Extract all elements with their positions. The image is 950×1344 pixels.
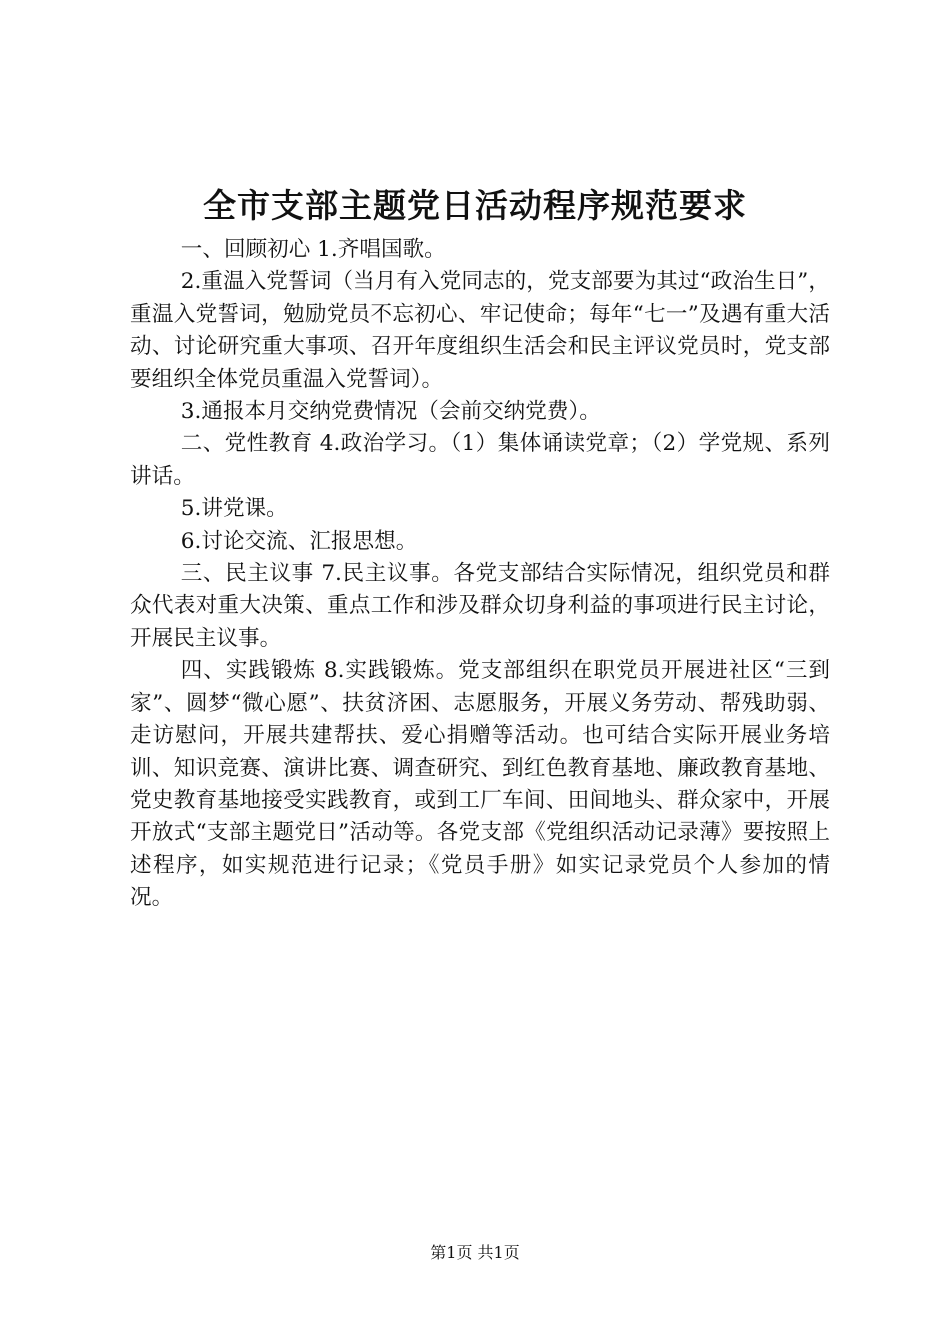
paragraph-practice: 四、实践锻炼 8.实践锻炼。党支部组织在职党员开展进社区“三到家”、圆梦“微心愿”、扶贫济困、志愿服务，开展义务劳动、帮残助弱、走访慰问，开展共建帮扶、爱心捐赠等活动。也可结合实际开展业务培训、知识竞赛、演讲比赛、调查研究、到红色教育基地、廉政教育基地、党史教育基地接受实践教育，或到工厂车间、田间地头、群众家中，开展开放式“支部主题党日”活动等。各党支部《党组织活动记录薄》要按照上述程序，如实规范进行记录；《党员手册》如实记录党员个人参加的情况。 <box>130 658 830 911</box>
document-title: 全市支部主题党日活动程序规范要求 <box>203 186 747 225</box>
paragraph-democratic-discussion: 三、民主议事 7.民主议事。各党支部结合实际情况，组织党员和群众代表对重大决策、重点工作和涉及群众切身利益的事项进行民主讨论，开展民主议事。 <box>130 561 830 651</box>
document-body <box>130 234 830 915</box>
page-footer: 第1页 共1页 <box>430 1243 520 1262</box>
paragraph-review-origin: 一、回顾初心 1.齐唱国歌。 <box>180 237 446 262</box>
paragraph-oath: 2.重温入党誓词（当月有入党同志的，党支部要为其过“政治生日”，重温入党誓词，勉励党员不忘初心、牢记使命；每年“七一”及遇有重大活动、讨论研究重大事项、召开年度组织生活会和民主评议党员时，党支部要组织全体党员重温入党誓词）。 <box>130 269 830 392</box>
paragraph-discussion: 6.讨论交流、汇报思想。 <box>180 528 418 554</box>
paragraph-party-education: 二、党性教育 4.政治学习。（1）集体诵读党章；（2）学党规、系列讲话。 <box>130 431 830 489</box>
paragraph-party-lecture: 5.讲党课。 <box>180 496 288 522</box>
paragraph-party-dues: 3.通报本月交纳党费情况（会前交纳党费）。 <box>180 399 601 425</box>
